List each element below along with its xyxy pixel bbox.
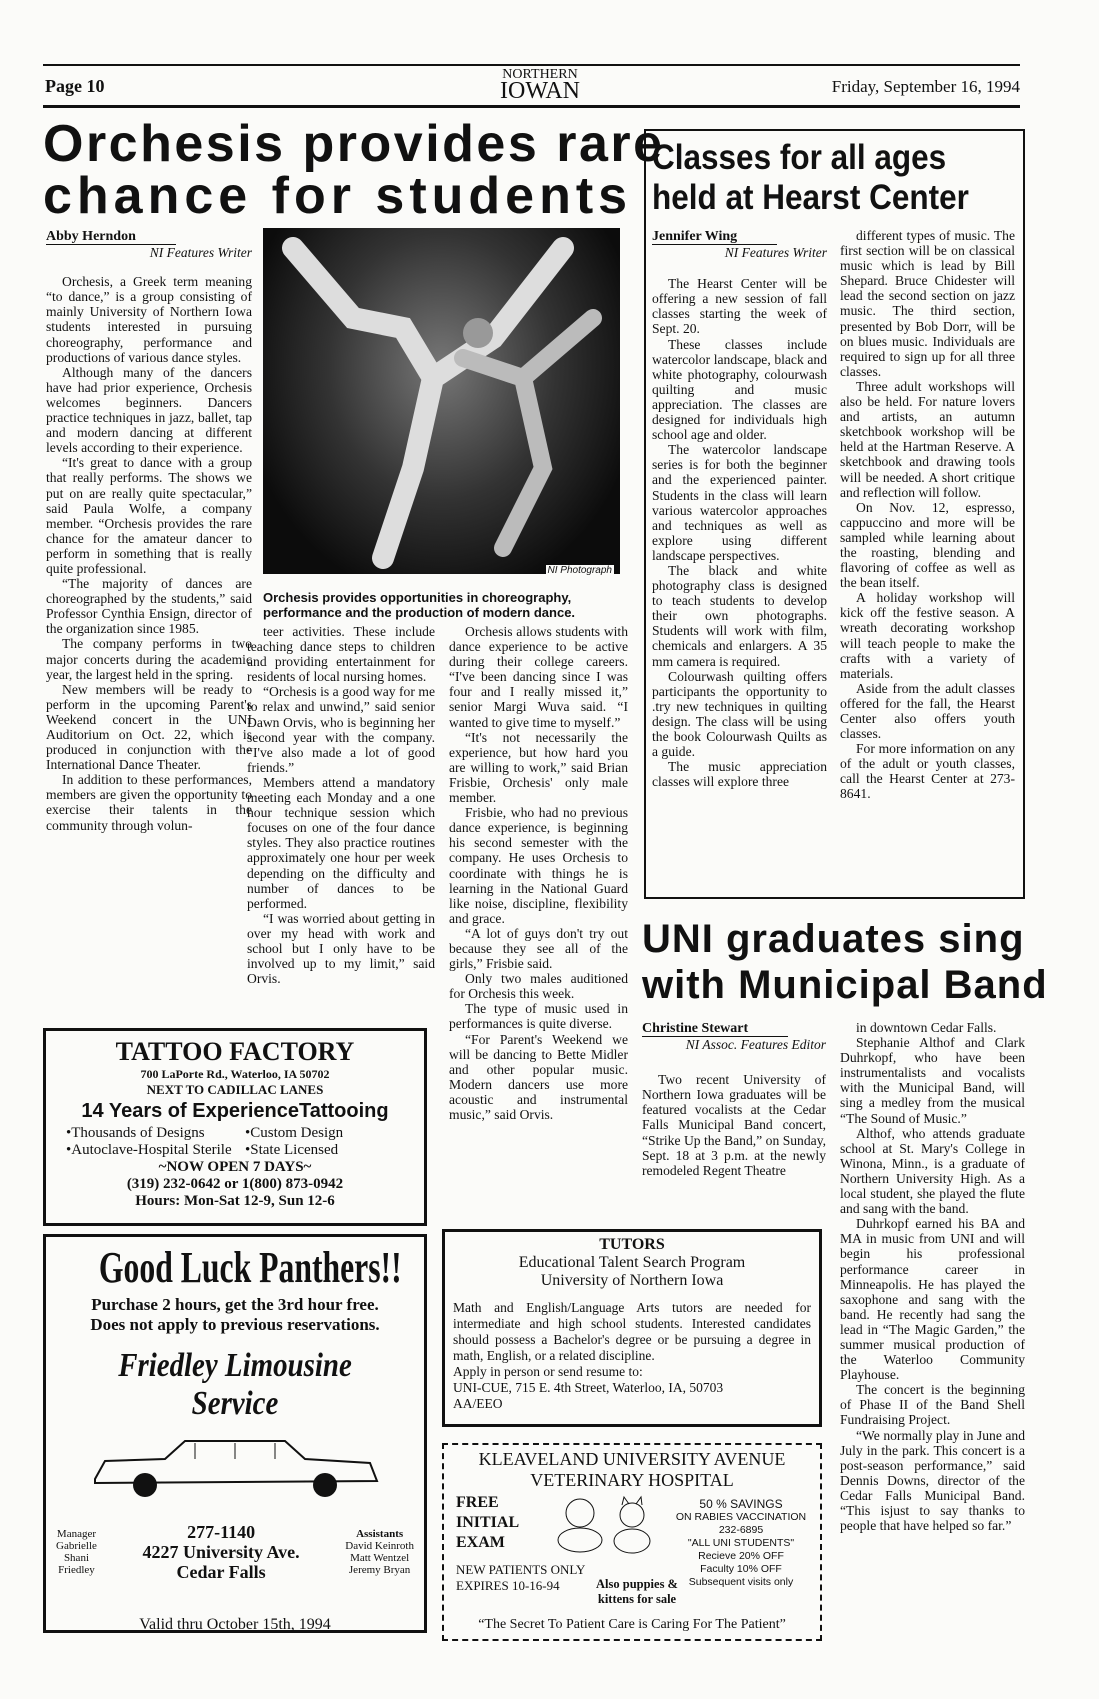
assistant-name: Matt Wentzel: [350, 1552, 410, 1564]
ad-city: Cedar Falls: [176, 1562, 266, 1582]
savings-text: "ALL UNI STUDENTS": [687, 1537, 795, 1549]
assistant-name: Jeremy Bryan: [348, 1564, 411, 1576]
savings-text: Faculty 10% OFF: [700, 1563, 782, 1575]
ad-eeo: AA/EEO: [453, 1396, 503, 1411]
issue-date: Friday, September 16, 1994: [831, 77, 1020, 96]
free-exam-text: INITIAL: [456, 1514, 520, 1531]
headline-line: chance for students: [43, 167, 633, 225]
paragraph: The black and white photography class is designed to teach students to develop their own photographs. Students will work with film, chemicals and enlargers. A 35 mm camera is required.: [652, 562, 827, 669]
paragraph: Only two males auditioned for Orchesis this week.: [449, 971, 628, 1002]
hearst-headline: [652, 138, 969, 218]
paragraph: The concert is the beginning of Phase II of the Band Shell Fundraising Project.: [840, 1382, 1025, 1428]
ad-title: KLEAVELAND UNIVERSITY AVENUE: [478, 1449, 786, 1469]
free-exam-text: EXAM: [456, 1534, 505, 1551]
paragraph: For more information on any of the adult or youth classes, call the Hearst Center at 273-8641.: [840, 741, 1015, 802]
ad-offer: Does not apply to previous reservations.: [90, 1315, 380, 1334]
header-bottom-rule: [43, 105, 1020, 108]
manager-name: Friedley: [58, 1564, 95, 1576]
headline-line: Classes for all ages: [652, 138, 947, 177]
ad-offer: Purchase 2 hours, get the 3rd hour free.: [91, 1295, 379, 1314]
ad-program: Educational Talent Search Program: [518, 1254, 746, 1271]
paragraph: “Orchesis is a good way for me to relax and unwind,” said senior Dawn Orvis, who is beginning her second year with the company. “I've also made a lot of good friends.”: [247, 684, 435, 775]
paragraph: The company performs in two major concerts during the academic year, the largest held in the spring.: [46, 636, 252, 682]
paragraph: “It's not necessarily the experience, but how hard you are willing to work,” said Brian Frisbie, Orchesis' only male member.: [449, 729, 628, 806]
ad-title: VETERINARY HOSPITAL: [530, 1470, 734, 1490]
ad-feature: •Autoclave-Hospital Sterile: [66, 1142, 232, 1158]
savings-text: Subsequent visits only: [688, 1576, 794, 1588]
paragraph: The Hearst Center will be offering a new session of fall classes starting the week of Sept. 20.: [652, 276, 827, 337]
savings-text: 50 % SAVINGS: [699, 1497, 783, 1511]
byline: Jennifer Wing: [652, 229, 777, 245]
headline-line: with Municipal Band: [642, 963, 1048, 1007]
ad-phone: (319) 232-0642 or 1(800) 873-0942: [126, 1176, 344, 1192]
ad-title: Good Luck Panthers!!: [98, 1243, 402, 1292]
ad-hours: Hours: Mon-Sat 12-9, Sun 12-6: [135, 1193, 335, 1209]
article-column: [642, 1072, 826, 1178]
new-patients-text: NEW PATIENTS ONLY: [456, 1562, 586, 1577]
paragraph: Orchesis allows students with dance experience to be active during their college careers. “I've been dancing since I was four and I really missed it,” senior Margi Wuva said. “I wanted to give time to myself.”: [449, 624, 628, 730]
photo-caption: Orchesis provides opportunities in choreography, performance and the production of modern dance.: [263, 590, 576, 620]
tutors-ad: [442, 1229, 822, 1427]
paragraph: “It's great to dance with a group that really performs. The shows we put on are really quite spectacular,” said Paula Wolfe, a company member. “Orchesis provides the rare chance for the amateur dancer to perform in something that is really quite professional.: [46, 455, 252, 576]
paragraph: On Nov. 12, espresso, cappuccino and more will be sampled while learning about the roasting, blending and flavoring of coffee as well as the bean itself.: [840, 499, 1015, 591]
ad-apply: Apply in person or send resume to:: [453, 1364, 643, 1379]
ad-phone: 277-1140: [187, 1522, 256, 1542]
paragraph: Althof, who attends graduate school at St. Mary's College in Winona, Minn., is a graduate of Northern University High. As a local student, she played the flute and sang with the band.: [840, 1125, 1025, 1217]
ad-address: 700 LaPorte Rd., Waterloo, IA 50702: [140, 1067, 330, 1081]
paragraph: “The majority of dances are choreographed by the students,” said Professor Cynthia Ensign, director of the organization since 1985.: [46, 576, 252, 637]
paragraph: Orchesis, a Greek term meaning “to dance,” is a group consisting of mainly University of Northern Iowa students interested in pursuing choreography, performance and productions of various dance styles.: [46, 274, 252, 365]
masthead-top: NORTHERN: [502, 67, 578, 82]
masthead-bottom: IOWAN: [500, 78, 580, 104]
headline-line: Orchesis provides rare: [43, 115, 665, 173]
ad-title: TATTOO FACTORY: [115, 1037, 355, 1066]
paragraph: in downtown Cedar Falls.: [856, 1020, 997, 1035]
ad-address: 4227 University Ave.: [142, 1542, 300, 1562]
savings-text: ON RABIES VACCINATION: [675, 1511, 807, 1523]
paragraph: The watercolor landscape series is for both the beginner and the experienced painter. Students in the class will learn various watercolor approaches and techniques as well as explore using different landscape perspectives.: [652, 442, 827, 563]
assistant-name: David Keinroth: [345, 1540, 414, 1552]
manager-label: Manager: [56, 1528, 97, 1540]
manager-name: Shani: [63, 1552, 89, 1564]
ad-slogan: “The Secret To Patient Care is Caring For The Patient”: [478, 1617, 786, 1632]
paragraph: Frisbie, who had no previous dance experience, is beginning his second semester with the company. He uses Orchesis to coordinate with things he is learning in the National Guard like noise, discipline, flexibility and grace.: [449, 805, 628, 926]
dancers-illustration: [263, 228, 620, 574]
article-column: [247, 624, 435, 986]
paragraph: Duhrkopf earned his BA and MA in music from UNI and will begin his professional performance career in Minneapolis. He has played the saxophone and sang with the band. He recently had sang the lead in “The Magic Garden,” the summer musical production of the Waterloo Community Playhouse.: [840, 1216, 1025, 1383]
savings-text: Recieve 20% OFF: [698, 1550, 784, 1562]
paragraph: Two recent University of Northern Iowa graduates will be featured vocalists at the Cedar Falls Municipal Band concert, “Strike Up the Band,” on Sunday, Sept. 18 at 3 p.m. at the newly remodeled Regent Theatre: [642, 1072, 826, 1178]
ad-landmark: NEXT TO CADILLAC LANES: [146, 1082, 324, 1097]
limo-company-name: Friedley Limousine Service: [118, 1347, 352, 1422]
expiry-text: EXPIRES 10-16-94: [456, 1578, 560, 1593]
ad-body: Math and English/Language Arts tutors are needed for intermediate and high school students. Interested candidates should possess a Bachelor's degree or be pursuing a degree in math, English, or a related discipline.: [453, 1300, 811, 1363]
paragraph: Colourwash quilting offers participants the opportunity to .try new techniques in quilting design. The class will be using the book Colourwash Quilts as a guide.: [652, 668, 827, 760]
ad-feature: •State Licensed: [245, 1142, 339, 1158]
byline-role: NI Assoc. Features Editor: [685, 1037, 826, 1053]
assistants-label: Assistants: [356, 1528, 404, 1540]
headline-line: UNI graduates sing: [642, 917, 1025, 961]
article-column: [449, 624, 628, 1122]
free-exam-text: FREE: [456, 1494, 499, 1511]
paragraph: “We normally play in June and July in the park. This concert is a post-season performance,” said Dennis Downs, director of the Cedar Falls Municipal Band. “This isjust to say thanks to people that have helped so far.”: [840, 1427, 1025, 1534]
article-column: [46, 274, 252, 832]
limousine-icon: [85, 1429, 385, 1509]
ad-feature: •Custom Design: [245, 1125, 344, 1141]
paragraph: A holiday workshop will kick off the festive season. A wreath decorating workshop will teach people to make the crafts with a variety of materials.: [840, 590, 1015, 681]
paragraph: In addition to these performances, members are given the opportunity to exercise their talents in the community through volun-: [46, 772, 252, 833]
paragraph: These classes include watercolor landscape, black and white photography, colourwash quilting and music appreciation. The classes are designed for individuals high school age and older.: [652, 336, 827, 443]
paragraph: “A lot of guys don't try out because they see all of the girls,” Frisbie said.: [449, 925, 628, 972]
masthead: [470, 67, 610, 104]
photo-credit: NI Photograph: [547, 565, 612, 576]
page-number: Page 10: [45, 76, 105, 96]
tattoo-factory-ad: [43, 1028, 427, 1226]
paragraph: Although many of the dancers have had prior experience, Orchesis welcomes beginners. Dancers practice techniques in jazz, ballet, tap and modern dancing at different levels according to their experience.: [46, 364, 252, 456]
byline-role: NI Features Writer: [724, 245, 827, 261]
ad-university: University of Northern Iowa: [540, 1272, 724, 1289]
paragraph: teer activities. These include teaching dance steps to children and providing entertainment for residents of local nursing homes.: [247, 624, 435, 685]
article-column: [652, 276, 827, 789]
paragraph: Three adult workshops will also be held. For nature lovers and artists, an autumn sketchbook workshop will be held at the Hartman Reserve. A sketchbook and drawing tools will be needed. A short critique and reflection will follow.: [840, 378, 1015, 500]
veterinary-ad: [442, 1443, 822, 1641]
headline-line: held at Hearst Center: [652, 178, 969, 217]
article-column: [840, 1020, 1025, 1533]
sale-text: Also puppies & kittens for sale: [596, 1577, 678, 1606]
savings-phone: 232-6895: [718, 1524, 764, 1536]
byline: Abby Herndon: [46, 229, 176, 245]
paragraph: “For Parent's Weekend we will be dancing to Bette Midler and other popular music. Modern dancers use more acoustic and instrumental music,” said Orvis.: [449, 1031, 628, 1122]
article-column: [840, 228, 1015, 802]
ad-title: TUTORS: [599, 1236, 665, 1253]
header-top-rule: [43, 64, 1020, 66]
ad-valid-date: Valid thru October 15th, 1994: [139, 1616, 331, 1633]
limousine-ad: [43, 1234, 427, 1633]
paragraph: different types of music. The first section will be on classical music which is lead by Bill Shepard. Bruce Chidester will lead the second section on jazz music. The third section, presented by Bob Dorr, will be on blues music. Individuals are required to sign up for all three classes.: [840, 228, 1015, 379]
byline: Christine Stewart: [642, 1021, 788, 1037]
paragraph: Stephanie Althof and Clark Duhrkopf, who have been instrumentalists and vocalists with the Municipal Band, will sing a medley from the musical “The Sound of Music.”: [840, 1035, 1025, 1126]
paragraph: Aside from the adult classes offered for the fall, the Hearst Center also offers youth classes.: [840, 680, 1015, 742]
paragraph: “I was worried about getting in over my head with work and school but I only have to be involved up to my limit,” said Orvis.: [247, 910, 435, 987]
paragraph: The music appreciation classes will explore three: [652, 759, 827, 790]
uni-headline: [642, 916, 1048, 1008]
orchesis-headline: [43, 115, 665, 225]
ad-feature: •Thousands of Designs: [66, 1125, 205, 1141]
paragraph: The type of music used in performances is quite diverse.: [449, 1001, 628, 1032]
byline-role: NI Features Writer: [149, 245, 252, 261]
dance-photo: [263, 228, 620, 574]
paragraph: Members attend a mandatory meeting each Monday and a one hour technique session which focuses on one of the four dance styles. They also practice routines approximately one hour per week depending on the difficulty and number of dances to be performed.: [247, 774, 435, 911]
ad-address: UNI-CUE, 715 E. 4th Street, Waterloo, IA, 50703: [453, 1380, 724, 1395]
paragraph: New members will be ready to perform in the upcoming Parent's Weekend concert in the UNI Auditorium on Oct. 22, which is produced in conjunction with the International Dance Theater.: [46, 681, 252, 773]
ad-tagline: 14 Years of ExperienceTattooing: [81, 1100, 389, 1122]
manager-name: Gabrielle: [56, 1540, 97, 1552]
puppy-kitten-icon: [552, 1495, 662, 1555]
ad-open: ~NOW OPEN 7 DAYS~: [158, 1159, 312, 1175]
